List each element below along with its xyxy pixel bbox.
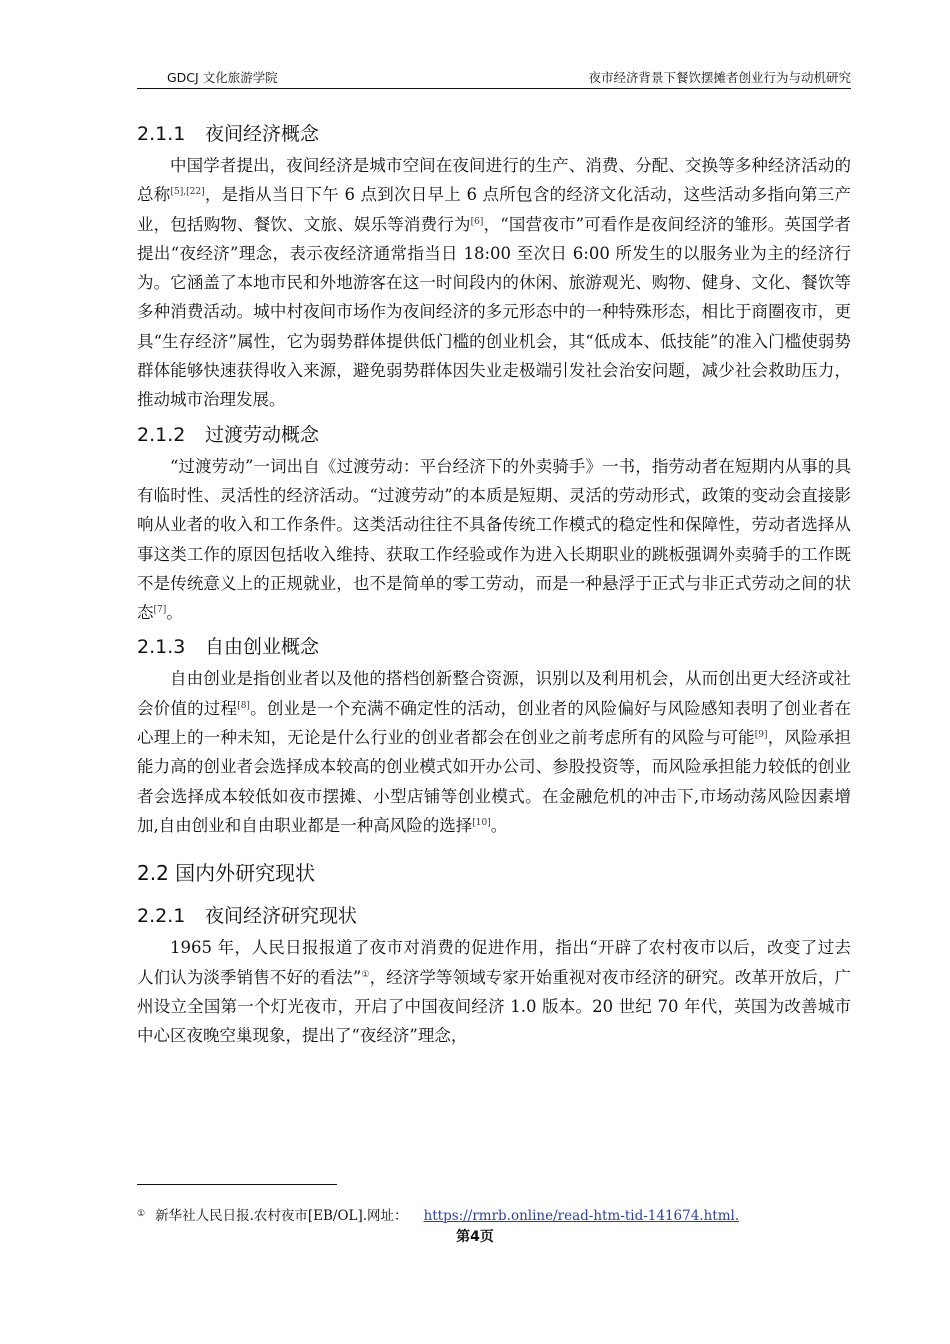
page-body [137,114,851,1050]
section-number: 2.2.1 [137,905,186,928]
header-institution: GDCJ 文化旅游学院 [167,70,278,85]
text: 。 [490,815,508,835]
footnote [137,1204,851,1224]
citation[interactable]: [5],[22] [170,187,205,198]
section-title: 过渡劳动概念 [205,423,320,446]
section-number: 2.1.1 [137,123,186,145]
section-number: 2.1.2 [137,423,186,446]
citation[interactable]: [10] [472,817,491,828]
paragraph [137,664,851,840]
paragraph [137,933,851,1050]
paragraph [137,452,851,628]
page-number: 第4页 [456,1229,494,1245]
section-title: 夜间经济概念 [205,123,320,145]
citation[interactable]: [7] [153,605,167,616]
text: 1965 年，人民日报报道了夜市对消费的促进作用，指出“开辟了农村夜市以后，改变了过去人们认为淡季销售不好的看法” [137,938,851,987]
footnote-reference[interactable]: ① [361,969,370,980]
text: 。创业是一个充满不确定性的活动，创业者的风险偏好与风险感知表明了创业者在心理上的一种未知，无论是什么行业的创业者都会在创业之前考虑所有的风险与可能 [137,698,852,748]
footnote-rule [137,1184,337,1185]
header-paper-title: 夜市经济背景下餐饮摆摊者创业行为与动机研究 [588,70,851,85]
citation[interactable]: [6] [470,216,484,227]
footnote-text: 新华社人民日报.农村夜市[EB/OL].网址： [155,1208,408,1224]
section-heading-2-1-3 [137,633,851,661]
text: ，经济学等领域专家开始重视对夜市经济的研究。改革开放后，广州设立全国第一个灯光夜市，开启了中国夜间经济 1.0 版本。20 世纪 70 年代，英国为改善城市中心区夜晚空巢现象，提出了“夜经济”理念， [137,967,851,1046]
section-title: 夜间经济研究现状 [205,905,358,928]
page-header [137,68,851,88]
text: ，风险承担能力高的创业者会选择成本较高的创业模式如开办公司、参股投资等，而风险承担能力较低的创业者会选择成本较低如夜市摆摊、小型店铺等创业模式。在金融危机的冲击下,市场动荡风险因素增加,自由创业和自由职业都是一种高风险的选择 [137,728,852,835]
citation[interactable]: [8] [237,700,250,711]
section-heading-2-2: 2.2 国内外研究现状 [137,861,316,886]
text: 自由创业是指创业者以及他的搭档创新整合资源，识别以及利用机会，从而创出更大经济或社会价值的过程 [137,669,851,718]
section-heading-2-2-1 [137,902,851,930]
section-heading-2-1-1 [137,120,851,148]
text: “过渡劳动”一词出自《过渡劳动：平台经济下的外卖骑手》一书，指劳动者在短期内从事的具有临时性、灵活性的经济活动。“过渡劳动”的本质是短期、灵活的劳动形式，政策的变动会直接影响从业者的收入和工作条件。这类活动往往不具备传统工作模式的稳定性和保障性，劳动者选择从事这类工作的原因包括收入维持、获取工作经验或作为进入长期职业的跳板强调外卖骑手的工作既不是传统意义上的正规就业，也不是简单的零工劳动，而是一种悬浮于正式与非正式劳动之间的状态 [137,456,851,623]
footnote-link[interactable]: https://rmrb.online/read-htm-tid-141674.html. [423,1208,740,1224]
text: 。 [166,603,183,623]
section-heading-2-1-2 [137,421,851,449]
header-rule [137,88,851,89]
footnote-mark: ① [137,1209,146,1219]
section-number: 2.1.3 [137,636,186,659]
text: ，“国营夜市”可看作是夜间经济的雏形。英国学者提出“夜经济”理念，表示夜经济通常指当日 18:00 至次日 6:00 所发生的以服务业为主的经济行为。它涵盖了本地市民和外地游客在这一时间段内的休闲、旅游观光、购物、健身、文化、餐饮等多种消费活动。城中村夜间市场作为夜间经济的多元形态中的一种特殊形态，相比于商圈夜市，更具“生存经济”属性，它为弱势群体提供低门槛的创业机会，其“低成本、低技能”的准入门槛使弱势群体能够快速获得收入来源，避免弱势群体因失业走极端引发社会治安问题，减少社会救助压力，推动城市治理发展。 [137,214,852,410]
text: ，是指从当日下午 6 点到次日早上 6 点所包含的经济文化活动，这些活动多指向第三产业，包括购物、餐饮、文旅、娱乐等消费行为 [137,185,852,234]
paragraph [137,151,851,415]
citation[interactable]: [9] [754,730,768,741]
text: 中国学者提出，夜间经济是城市空间在夜间进行的生产、消费、分配、交换等多种经济活动的总称 [137,156,851,205]
section-title: 自由创业概念 [205,636,320,659]
